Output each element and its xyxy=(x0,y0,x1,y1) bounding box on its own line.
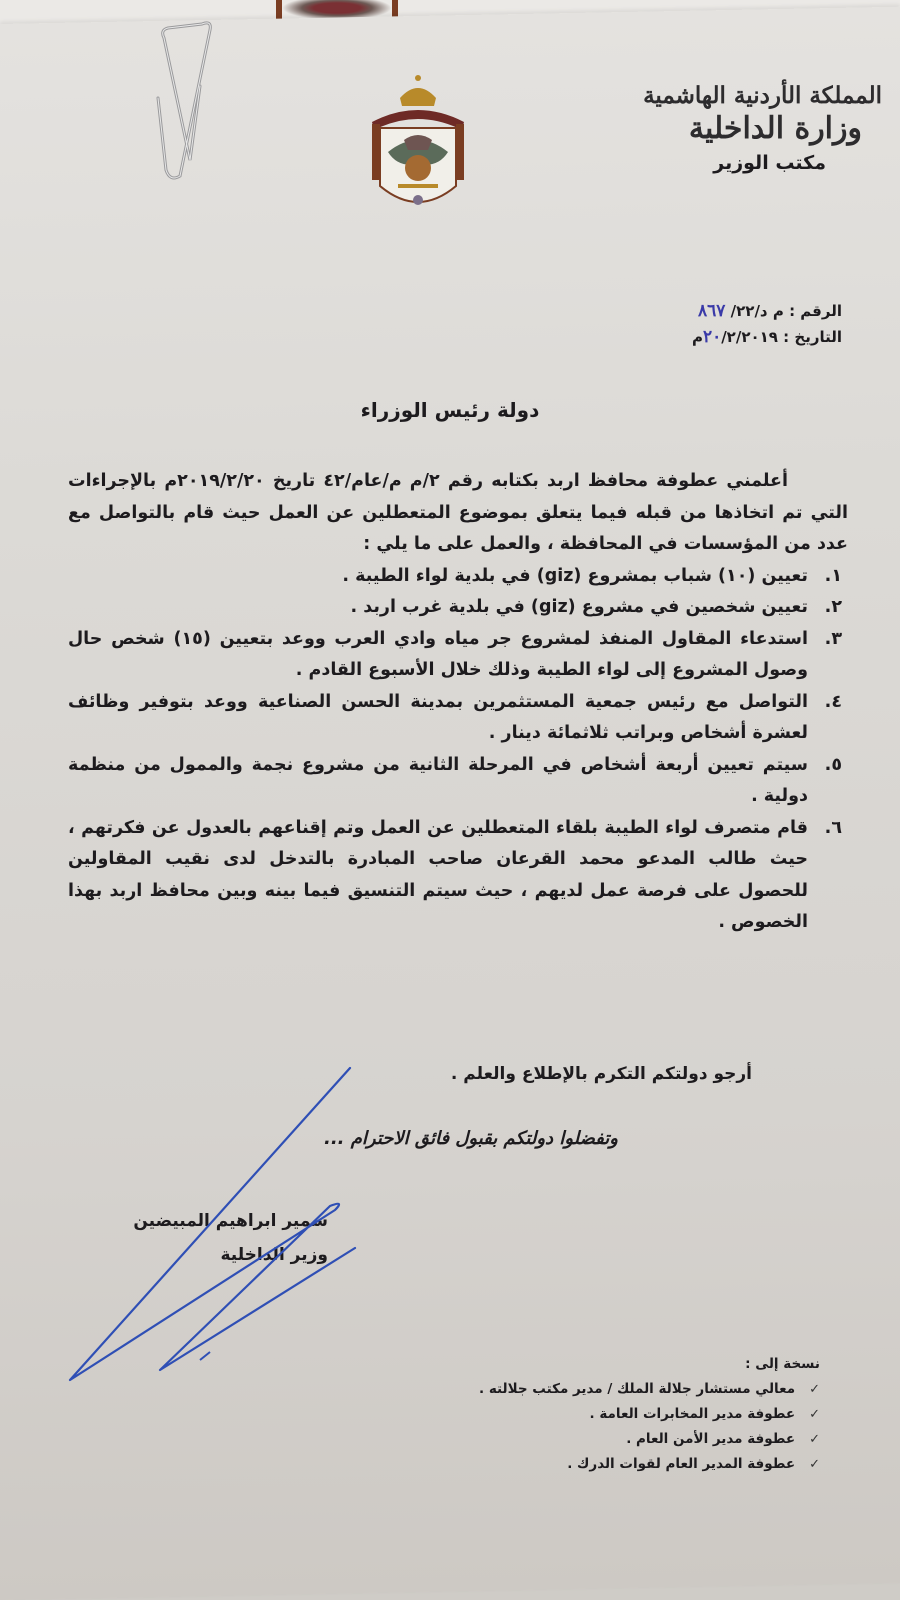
intro-paragraph: أعلمني عطوفة محافظ اربد بكتابه رقم ٢/م م/عام/٤٢ تاريخ ٢٠١٩/٢/٢٠م بالإجراءات التي تم اتخاذها من قبله فيما يتعلق بموضوع المتعطلين عن العمل حيث قام بالتواصل مع عدد من المؤسسات في المحافظة ، والعمل على ما يلي : xyxy=(68,471,848,554)
check-icon: ✓ xyxy=(809,1407,820,1422)
action-list xyxy=(68,561,848,939)
copy-recipient-text: عطوفة المدير العام لقوات الدرك . xyxy=(567,1456,796,1472)
reference-number xyxy=(692,298,842,324)
copy-recipient-text: عطوفة مدير الأمن العام . xyxy=(626,1431,796,1447)
letter-body xyxy=(68,466,848,939)
copy-recipient-text: عطوفة مدير المخابرات العامة . xyxy=(589,1406,796,1422)
ministry-name: وزارة الداخلية xyxy=(688,111,862,146)
check-icon: ✓ xyxy=(809,1432,820,1447)
list-item xyxy=(68,592,848,624)
reference-number-handwritten: ٨٦٧ xyxy=(698,301,726,321)
copy-recipient xyxy=(479,1402,820,1427)
list-item-text: تعيين شخصين في مشروع (giz) في بلدية غرب اربد . xyxy=(350,597,808,617)
list-item-number: ١. xyxy=(824,565,842,586)
reference-date-printed: /٢/٢٠١٩م xyxy=(691,328,778,346)
list-item xyxy=(68,561,848,593)
jordan-coat-of-arms-icon xyxy=(358,68,478,218)
copy-recipient xyxy=(479,1452,820,1477)
copies-list xyxy=(479,1377,820,1477)
list-item xyxy=(68,750,848,813)
signatory-title: وزير الداخلية xyxy=(220,1245,328,1265)
salutation: وتفضلوا دولتكم بقبول فائق الاحترام ... xyxy=(323,1128,618,1149)
signatory-name: سمير ابراهيم المبيضين xyxy=(133,1211,328,1231)
reference-number-label: الرقم : xyxy=(789,302,842,320)
letterhead xyxy=(642,82,882,174)
list-item-text: التواصل مع رئيس جمعية المستثمرين بمدينة الحسن الصناعية ووعد بتوفير وظائف لعشرة أشخاص وبراتب ثلاثمائة دينار . xyxy=(68,691,808,743)
list-item-number: ٦. xyxy=(824,817,842,838)
list-item xyxy=(68,687,848,750)
list-item-text: استدعاء المقاول المنفذ لمشروع جر مياه وادي العرب ووعد بتعيين (١٥) شخص حال وصول المشروع إلى لواء الطيبة وذلك خلال الأسبوع القادم . xyxy=(68,628,808,680)
list-item xyxy=(68,813,848,939)
list-item-number: ٥. xyxy=(824,754,842,775)
list-item-number: ٢. xyxy=(824,597,842,617)
list-item-text: سيتم تعيين أربعة أشخاص في المرحلة الثانية من مشروع نجمة والممول من منظمة دولية . xyxy=(68,754,808,806)
addressee: دولة رئيس الوزراء xyxy=(360,398,540,422)
paper-clip-icon xyxy=(150,10,220,180)
copies-section xyxy=(479,1352,820,1477)
copy-recipient xyxy=(479,1377,820,1402)
kingdom-name: المملكة الأردنية الهاشمية xyxy=(643,82,882,109)
office-name: مكتب الوزير xyxy=(713,152,826,174)
copies-title: نسخة إلى : xyxy=(745,1356,820,1372)
reference-block xyxy=(692,298,842,350)
closing-line: أرجو دولتكم التكرم بالإطلاع والعلم . xyxy=(450,1064,752,1084)
list-item-number: ٣. xyxy=(824,628,842,649)
reference-number-printed: م د/٢٢/ xyxy=(730,302,784,320)
reference-date xyxy=(692,324,842,350)
list-item-text: قام متصرف لواء الطيبة بلقاء المتعطلين عن العمل وتم إقناعهم بالعدول عن فكرتهم ، حيث طالب المدعو محمد القرعان صاحب المبادرة بالتدخل لدى نقيب المقاولين للحصول على فرصة عمل لديهم ، حيث سيتم التنسيق فيما بينه وبين محافظ اربد بهذا الخصوص . xyxy=(68,817,808,932)
copy-recipient-text: معالي مستشار جلالة الملك / مدير مكتب جلالته . xyxy=(479,1381,796,1397)
list-item-number: ٤. xyxy=(824,691,842,712)
list-item xyxy=(68,624,848,687)
check-icon: ✓ xyxy=(809,1457,820,1472)
reference-date-handwritten: ٢٠ xyxy=(702,327,722,347)
check-icon: ✓ xyxy=(809,1382,820,1397)
list-item-text: تعيين (١٠) شباب بمشروع (giz) في بلدية لواء الطيبة . xyxy=(342,565,808,586)
signature-block xyxy=(133,1204,328,1272)
reference-date-label: التاريخ : xyxy=(783,328,842,346)
copy-recipient xyxy=(479,1427,820,1452)
